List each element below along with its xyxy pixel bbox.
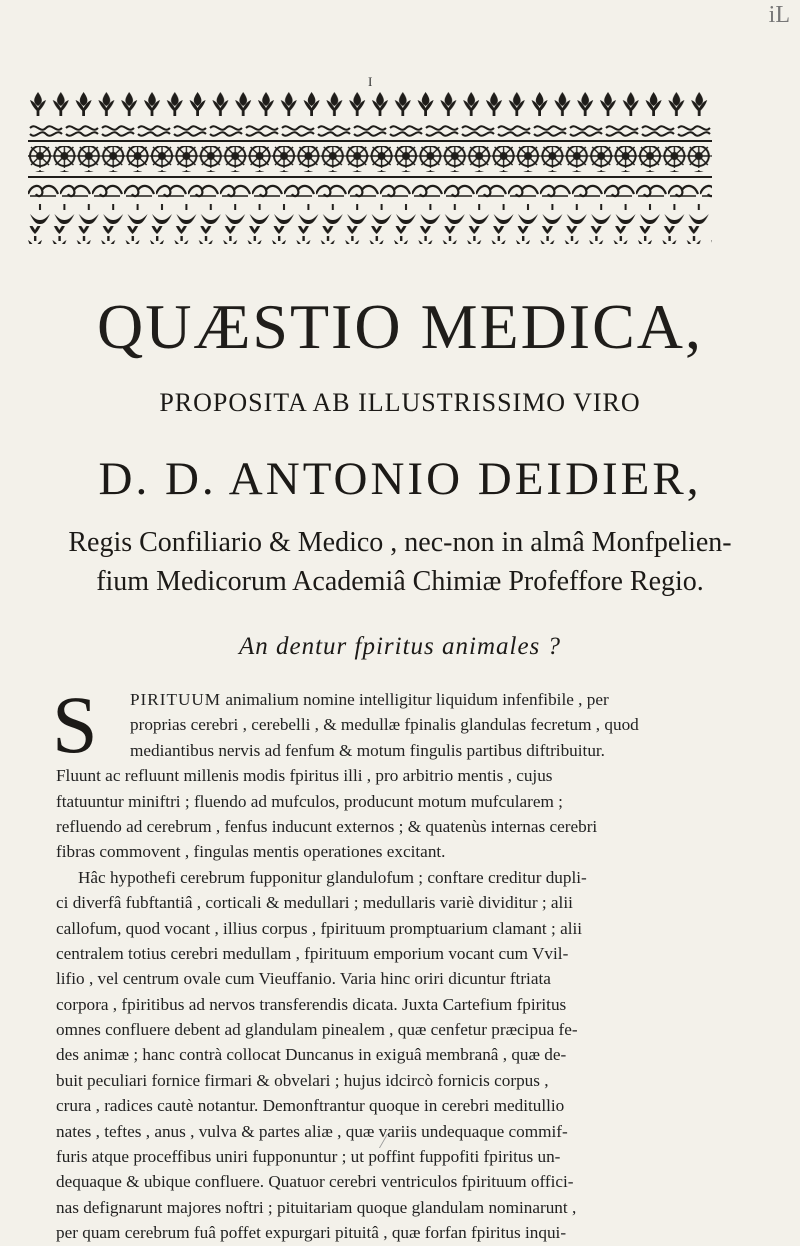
signature-mark: I [368, 74, 373, 89]
body-line: crura , radices cautè notantur. Demonftrantur quoque in cerebri meditullio [56, 1096, 565, 1116]
body-line-text: animalium nomine intelligitur liquidum infenfibile , per [225, 690, 609, 709]
body-line: lifio , vel centrum ovale cum Vieuffanio. Varia hinc oriri dicuntur ftriata [56, 969, 551, 989]
page-title: QUÆSTIO MEDICA, [97, 291, 703, 362]
body-line: des animæ ; hanc contrà collocat Duncanus in exiguâ membranâ , quæ de- [56, 1045, 567, 1065]
body-line [56, 687, 752, 712]
body-line: ftatuuntur miniftri ; fluendo ad mufculos, producunt motum mufcularem ; [56, 791, 563, 811]
body-line: refluendo ad cerebrum , fenfus inducunt externos ; & quatenùs internas cerebri [56, 816, 598, 836]
body-line: callofum, quod vocant , illius corpus , fpirituum promptuarium clamant ; alii [56, 918, 583, 938]
affiliation-line-2: fium Medicorum Academiâ Chimiæ Profeffore Regio. [96, 566, 704, 597]
author-name: D. D. ANTONIO DEIDIER, [98, 453, 702, 505]
body-line: corpora , fpiritibus ad nervos transferendis dicata. Juxta Cartefium fpiritus [56, 994, 567, 1014]
body-line: ci diverfâ fubftantiâ , corticali & medullari ; medullaris variè dividitur ; alii [56, 893, 573, 913]
body-line: Fluunt ac refluunt millenis modis fpiritus illi , pro arbitrio mentis , cujus [56, 766, 553, 786]
body-line: buit peculiari fornice firmari & obvelari ; hujus idcircò fornicis corpus , [56, 1070, 549, 1090]
first-word: PIRITUUM [130, 690, 222, 709]
body-line: proprias cerebri , cerebelli , & medullæ fpinalis glandulas fecretum , quod [130, 715, 639, 735]
page-subtitle: PROPOSITA AB ILLUSTRISSIMO VIRO [159, 388, 641, 417]
body-line: nates , teftes , anus , vulva & partes aliæ , quæ variis undequaque commif- [56, 1121, 568, 1141]
corner-ink-mark: iL [768, 2, 790, 28]
affiliation-line-1: Regis Confiliario & Medico , nec-non in almâ Monfpelien- [68, 527, 732, 558]
body-line: furis atque proceffibus uniri fupponuntur ; ut poffint fuppofiti fpiritus un- [56, 1147, 561, 1167]
body-line: centralem totius cerebri medullam , fpirituum emporium vocant cum Vvil- [56, 943, 569, 963]
body-line: Hâc hypothefi cerebrum fupponitur glandulofum ; conftare creditur dupli- [78, 867, 587, 887]
body-line: dequaque & ubique confluere. Quatuor cerebri ventriculos fpirituum offici- [56, 1172, 574, 1192]
body-line: omnes confluere debent ad glandulam pinealem , quæ cenfetur præcipua fe- [56, 1020, 578, 1040]
printers-ornament-band [28, 92, 712, 274]
question-heading: An dentur fpiritus animales ? [238, 633, 562, 660]
body-line: fibras commovent , fingulas mentis operationes excitant. [56, 842, 446, 862]
body-line: mediantibus nervis ad fenfum & motum fingulis partibus diftribuitur. [130, 740, 605, 760]
body-line: nas defignarunt majores noftri ; pituitariam quoque glandulam nominarunt , [56, 1197, 577, 1217]
body-line: per quam cerebrum fuâ poffet expurgari pituitâ , quæ forfan fpiritus inqui- [56, 1223, 567, 1243]
drop-cap: S [52, 679, 98, 770]
body-text [52, 679, 752, 1246]
